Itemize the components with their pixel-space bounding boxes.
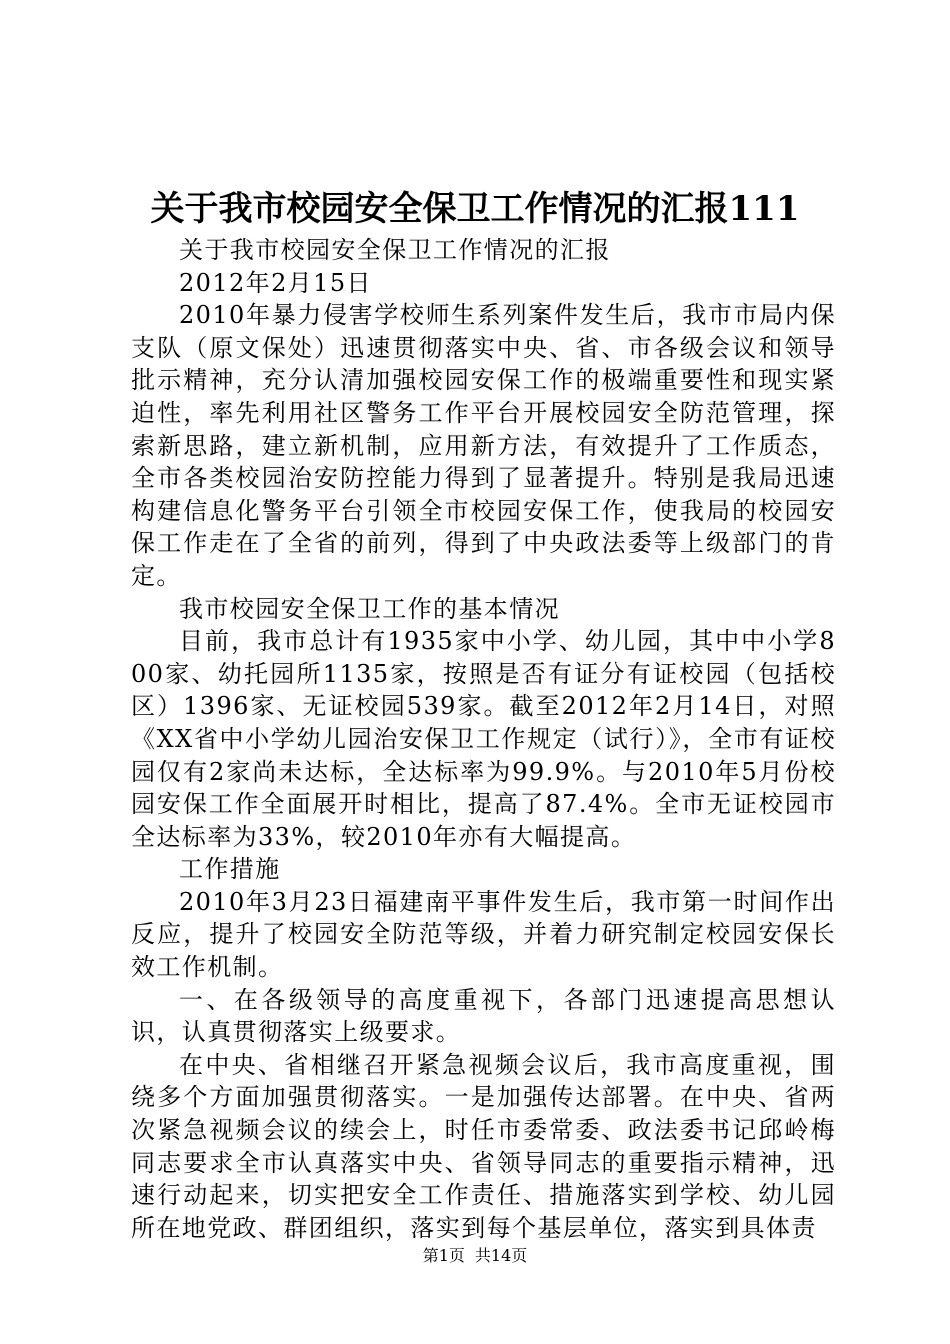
paragraph-response: 2010年3月23日福建南平事件发生后，我市第一时间作出反应，提升了校园安全防范等级，并着力研究制定校园安保长效工作机制。 (131, 887, 836, 982)
section-heading-measures: 工作措施 (179, 855, 281, 884)
section-heading-basic-situation: 我市校园安全保卫工作的基本情况 (179, 594, 560, 623)
page-number: 第1页 (422, 1246, 465, 1265)
page-total: 共14页 (474, 1246, 528, 1265)
paragraph-point-one: 一、在各级领导的高度重视下，各部门迅速提高思想认识，认真贯彻落实上级要求。 (131, 985, 836, 1047)
paragraph-statistics: 目前，我市总计有1935家中小学、幼儿园，其中中小学800家、幼托园所1135家，按照是否有证分有证校园（包括校区）1396家、无证校园539家。截至2012年2月14日，对照《XX省中小学幼儿园治安保卫工作规定（试行）》，全市有证校园仅有2家尚未达标，全达标率为99.9%。与2010年5月份校园安保工作全面展开时相比，提高了87.4%。全市无证校园市全达标率为33%，较2010年亦有大幅提高。 (131, 627, 836, 851)
document-body (131, 234, 836, 1244)
paragraph-intro: 2010年暴力侵害学校师生系列案件发生后，我市市局内保支队（原文保处）迅速贯彻落实中央、省、市各级会议和领导批示精神，充分认清加强校园安保工作的极端重要性和现实紧迫性，率先利用社区警务工作平台开展校园安全防范管理，探索新思路，建立新机制，应用新方法，有效提升了工作质态，全市各类校园治安防控能力得到了显著提升。特别是我局迅速构建信息化警务平台引领全市校园安保工作，使我局的校园安保工作走在了全省的前列，得到了中央政法委等上级部门的肯定。 (131, 301, 836, 590)
paragraph-subtitle: 关于我市校园安全保卫工作情况的汇报 (179, 236, 611, 264)
paragraph-implementation: 在中央、省相继召开紧急视频会议后，我市高度重视，围绕多个方面加强贯彻落实。一是加强传达部署。在中央、省两次紧急视频会议的续会上，时任市委常委、政法委书记邱岭梅同志要求全市认真落实中央、省领导同志的重要指示精神，迅速行动起来，切实把安全工作责任、措施落实到学校、幼儿园所在地党政、群团组织，落实到每个基层单位，落实到具体责 (131, 1050, 836, 1242)
page-footer (0, 1245, 950, 1267)
document-title: 关于我市校园安全保卫工作情况的汇报111 (150, 189, 800, 229)
paragraph-date: 2012年2月15日 (179, 268, 372, 297)
